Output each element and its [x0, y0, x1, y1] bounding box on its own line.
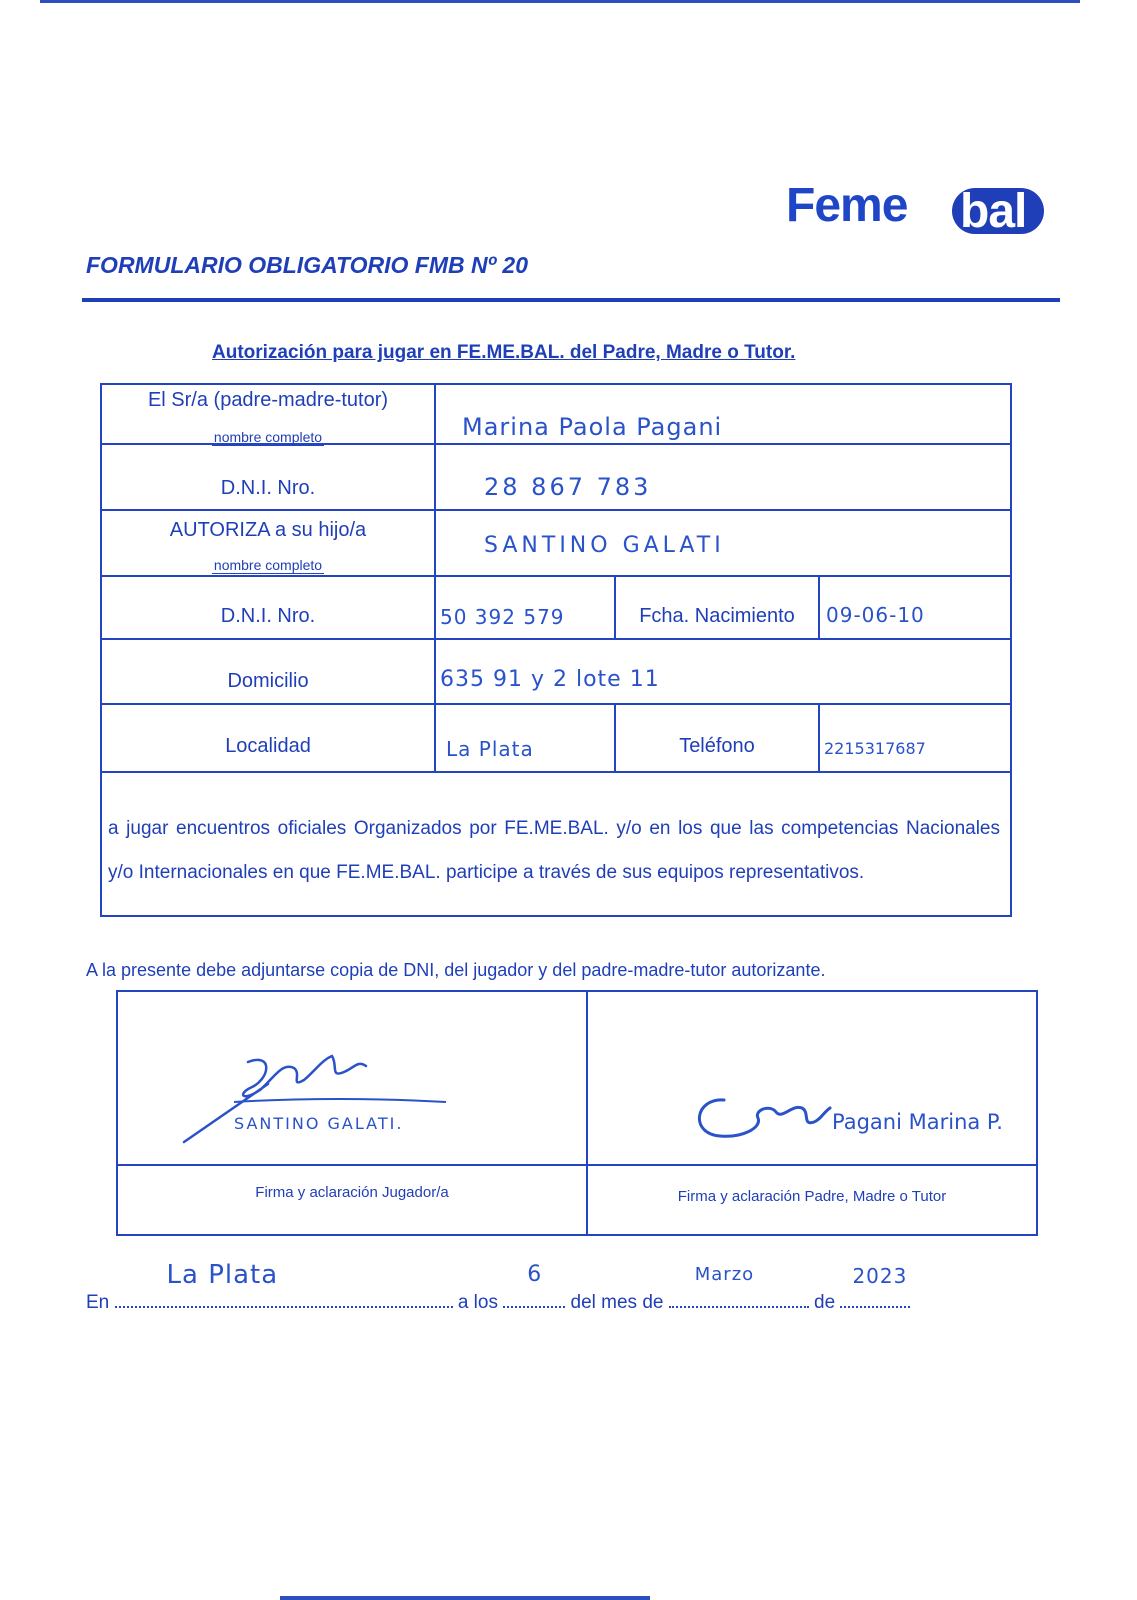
- day-field: [503, 1262, 565, 1308]
- player-signature-label: Firma y aclaración Jugador/a: [255, 1184, 449, 1201]
- day-value: 6: [527, 1262, 543, 1287]
- table-row-divider: [102, 575, 1010, 577]
- child-name-value: SANTINO GALATI: [484, 533, 725, 558]
- form-subtitle: Autorización para jugar en FE.ME.BAL. del Padre, Madre o Tutor.: [212, 342, 796, 363]
- table-row-divider: [102, 638, 1010, 640]
- parent-sublabel: nombre completo: [213, 429, 323, 445]
- de-label: de: [814, 1292, 836, 1313]
- year-value: 2023: [852, 1264, 908, 1288]
- table-col-divider: [818, 703, 820, 771]
- child-dni-value: 50 392 579: [440, 605, 565, 629]
- table-col-divider: [818, 575, 820, 638]
- date-line: [86, 1260, 910, 1314]
- address-label: Domicilio: [227, 670, 309, 692]
- child-label: AUTORIZA a su hijo/a: [169, 519, 367, 541]
- signature-row-divider: [118, 1164, 1036, 1166]
- a-los-label: a los: [457, 1292, 498, 1313]
- table-col-divider: [434, 385, 436, 771]
- parent-dni-label: D.N.I. Nro.: [220, 477, 316, 499]
- birth-date-label: Fcha. Nacimiento: [639, 605, 795, 627]
- date-prefix: En: [86, 1292, 110, 1313]
- parent-name-value: Marina Paola Pagani: [462, 413, 723, 441]
- phone-label: Teléfono: [679, 735, 755, 757]
- player-clarification: SANTINO GALATI.: [234, 1114, 404, 1133]
- femebal-logo: [786, 178, 1056, 244]
- mes-label: del mes de: [570, 1292, 664, 1313]
- year-field: [840, 1264, 910, 1308]
- authorization-text: a jugar encuentros oficiales Organizados por FE.ME.BAL. y/o en los que las competencias Nacionales y/o Internacionales en que FE.ME.BAL. participe a través de sus equipos representativos.: [108, 818, 1000, 883]
- place-field: [115, 1260, 453, 1308]
- signature-box: [116, 990, 1038, 1236]
- city-value: La Plata: [446, 737, 534, 761]
- logo-pill: [952, 185, 1044, 238]
- page-edge-top: [40, 0, 1080, 3]
- parent-clarification: Pagani Marina P.: [832, 1110, 1003, 1134]
- logo-pill-text: bal: [960, 185, 1027, 238]
- table-row-divider: [102, 703, 1010, 705]
- parent-dni-value: 28 867 783: [484, 473, 652, 501]
- child-dni-label: D.N.I. Nro.: [220, 605, 316, 627]
- authorization-table: [100, 383, 1012, 773]
- player-signature: [178, 1032, 518, 1152]
- birth-date-value: 09-06-10: [826, 603, 925, 627]
- title-divider: [82, 298, 1060, 302]
- month-value: Marzo: [694, 1264, 755, 1285]
- page-edge-bottom: [280, 1596, 650, 1600]
- parent-label: El Sr/a (padre-madre-tutor): [147, 389, 389, 411]
- child-sublabel: nombre completo: [213, 557, 323, 573]
- place-value: La Plata: [166, 1260, 279, 1290]
- table-row-divider: [102, 509, 1010, 511]
- phone-value: 2215317687: [824, 739, 926, 758]
- address-value: 635 91 y 2 lote 11: [440, 667, 660, 692]
- city-label: Localidad: [225, 735, 311, 757]
- month-field: [669, 1264, 809, 1308]
- form-title: FORMULARIO OBLIGATORIO FMB Nº 20: [86, 252, 528, 278]
- attachment-note: A la presente debe adjuntarse copia de DNI, del jugador y del padre-madre-tutor autorizante.: [86, 960, 826, 980]
- logo-text: Feme: [786, 179, 908, 232]
- parent-signature-label: Firma y aclaración Padre, Madre o Tutor: [677, 1188, 947, 1205]
- parent-signature: [684, 1082, 834, 1152]
